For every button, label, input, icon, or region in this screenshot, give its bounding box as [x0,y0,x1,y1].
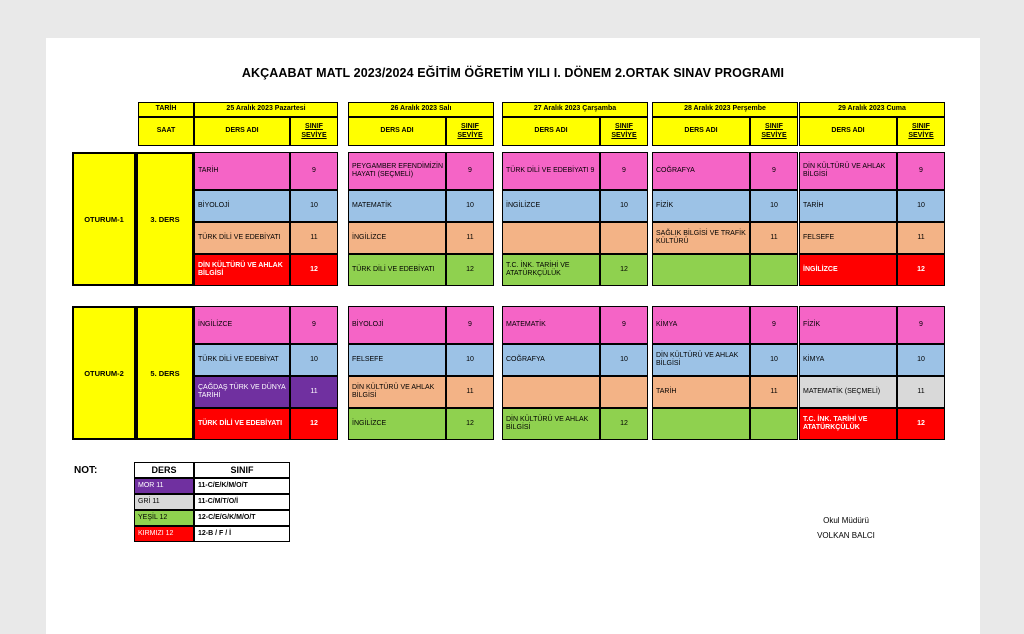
class-level: 9 [750,306,798,344]
course-name: İNGİLİZCE [348,408,446,440]
header-date-2: 27 Aralık 2023 Çarşamba [502,102,648,117]
course-name: İNGİLİZCE [194,306,290,344]
class-level: 11 [446,376,494,408]
course-name [502,222,600,254]
course-name: TÜRK DİLİ VE EDEBİYATI [348,254,446,286]
course-name: MATEMATİK [502,306,600,344]
course-name: T.C. İNK. TARİHİ VE ATATÜRKÇÜLÜK [502,254,600,286]
class-level: 10 [290,190,338,222]
class-level: 10 [600,344,648,376]
course-name: T.C. İNK. TARİHİ VE ATATÜRKÇÜLÜK [799,408,897,440]
header-date-3: 28 Aralık 2023 Perşembe [652,102,798,117]
class-level: 12 [600,254,648,286]
page-title: AKÇAABAT MATL 2023/2024 EĞİTİM ÖĞRETİM YILI I. DÖNEM 2.ORTAK SINAV PROGRAMI [241,66,785,80]
course-name: DİN KÜLTÜRÜ VE AHLAK BİLGİSİ [194,254,290,286]
legend-color-2: YEŞİL 12 [134,510,194,526]
course-name: TÜRK DİLİ VE EDEBİYATI [194,222,290,254]
legend-color-3: KIRMIZI 12 [134,526,194,542]
header-sinif-seviye [750,117,798,146]
legend-classes-1: 11-C/M/T/O/İ [194,494,290,510]
legend-classes-2: 12-C/E/G/K/M/O/T [194,510,290,526]
class-level: 9 [897,306,945,344]
header-ders-adi: DERS ADI [502,117,600,146]
course-name: MATEMATİK [348,190,446,222]
header-sinif: SINIF [305,123,323,131]
class-level: 10 [750,344,798,376]
course-name: SAĞLIK BİLGİSİ VE TRAFİK KÜLTÜRÜ [652,222,750,254]
session-period: 5. DERS [136,306,194,440]
legend-classes-0: 11-C/E/K/M/O/T [194,478,290,494]
course-name: DİN KÜLTÜRÜ VE AHLAK BİLGİSİ [502,408,600,440]
class-level: 10 [897,190,945,222]
header-ders-adi: DERS ADI [194,117,290,146]
session-period: 3. DERS [136,152,194,286]
header-sinif-seviye [897,117,945,146]
course-name: FİZİK [652,190,750,222]
header-saat: SAAT [138,117,194,146]
header-sinif: SINIF [615,123,633,131]
header-sinif-seviye [290,117,338,146]
course-name: TARİH [194,152,290,190]
course-name: TÜRK DİLİ VE EDEBİYAT [194,344,290,376]
class-level: 9 [446,152,494,190]
class-level [750,254,798,286]
header-seviye: SEVİYE [457,131,483,139]
class-level [750,408,798,440]
class-level: 10 [897,344,945,376]
header-seviye: SEVİYE [611,131,637,139]
course-name: FELSEFE [348,344,446,376]
legend-header-sinif: SINIF [194,462,290,478]
header-sinif: SINIF [765,123,783,131]
course-name: İNGİLİZCE [799,254,897,286]
header-sinif: SINIF [912,123,930,131]
header-ders-adi: DERS ADI [799,117,897,146]
legend-color-1: GRİ 11 [134,494,194,510]
legend-header-ders: DERS [134,462,194,478]
class-level: 11 [750,222,798,254]
course-name [652,408,750,440]
class-level: 10 [446,190,494,222]
course-name: FİZİK [799,306,897,344]
header-sinif-seviye [600,117,648,146]
course-name [502,376,600,408]
document-page [46,38,980,634]
course-name: COĞRAFYA [652,152,750,190]
session-label: OTURUM-1 [72,152,136,286]
header-seviye: SEVİYE [908,131,934,139]
class-level: 12 [446,254,494,286]
course-name: KİMYA [799,344,897,376]
course-name: TARİH [652,376,750,408]
header-date-4: 29 Aralık 2023 Cuma [799,102,945,117]
course-name: KİMYA [652,306,750,344]
class-level [600,222,648,254]
class-level: 12 [290,408,338,440]
class-level: 12 [600,408,648,440]
header-ders-adi: DERS ADI [348,117,446,146]
course-name: İNGİLİZCE [502,190,600,222]
header-date-0: 25 Aralık 2023 Pazartesi [194,102,338,117]
header-seviye: SEVİYE [761,131,787,139]
header-sinif-seviye [446,117,494,146]
course-name: ÇAĞDAŞ TÜRK VE DÜNYA TARİHİ [194,376,290,408]
session-label: OTURUM-2 [72,306,136,440]
course-name [652,254,750,286]
course-name: TARİH [799,190,897,222]
class-level: 9 [750,152,798,190]
class-level: 12 [897,254,945,286]
course-name: TÜRK DİLİ VE EDEBİYATI [194,408,290,440]
legend-classes-3: 12-B / F / İ [194,526,290,542]
course-name: FELSEFE [799,222,897,254]
class-level: 9 [290,306,338,344]
legend-color-0: MOR 11 [134,478,194,494]
class-level: 11 [750,376,798,408]
signature-role: Okul Müdürü [823,516,869,525]
class-level: 9 [600,306,648,344]
course-name: DİN KÜLTÜRÜ VE AHLAK BİLGİSİ [799,152,897,190]
header-ders-adi: DERS ADI [652,117,750,146]
signature-name: VOLKAN BALCI [817,531,875,540]
class-level: 11 [290,222,338,254]
class-level: 11 [897,376,945,408]
class-level: 11 [446,222,494,254]
header-seviye: SEVİYE [301,131,327,139]
class-level: 12 [290,254,338,286]
class-level: 11 [290,376,338,408]
header-tarih: TARİH [138,102,194,117]
class-level: 10 [290,344,338,376]
class-level: 10 [750,190,798,222]
header-date-1: 26 Aralık 2023 Salı [348,102,494,117]
course-name: MATEMATİK (SEÇMELİ) [799,376,897,408]
class-level: 9 [897,152,945,190]
course-name: DİN KÜLTÜRÜ VE AHLAK BİLGİSİ [652,344,750,376]
class-level: 9 [290,152,338,190]
class-level: 9 [600,152,648,190]
course-name: İNGİLİZCE [348,222,446,254]
class-level: 10 [600,190,648,222]
course-name: BİYOLOJİ [348,306,446,344]
class-level: 12 [446,408,494,440]
course-name: TÜRK DİLİ VE EDEBİYATI 9 [502,152,600,190]
course-name: BİYOLOJİ [194,190,290,222]
header-sinif: SINIF [461,123,479,131]
course-name: COĞRAFYA [502,344,600,376]
course-name: DİN KÜLTÜRÜ VE AHLAK BİLGİSİ [348,376,446,408]
class-level [600,376,648,408]
class-level: 10 [446,344,494,376]
course-name: PEYGAMBER EFENDİMİZİN HAYATI (SEÇMELİ) [348,152,446,190]
note-label: NOT: [74,465,98,476]
class-level: 9 [446,306,494,344]
class-level: 12 [897,408,945,440]
class-level: 11 [897,222,945,254]
